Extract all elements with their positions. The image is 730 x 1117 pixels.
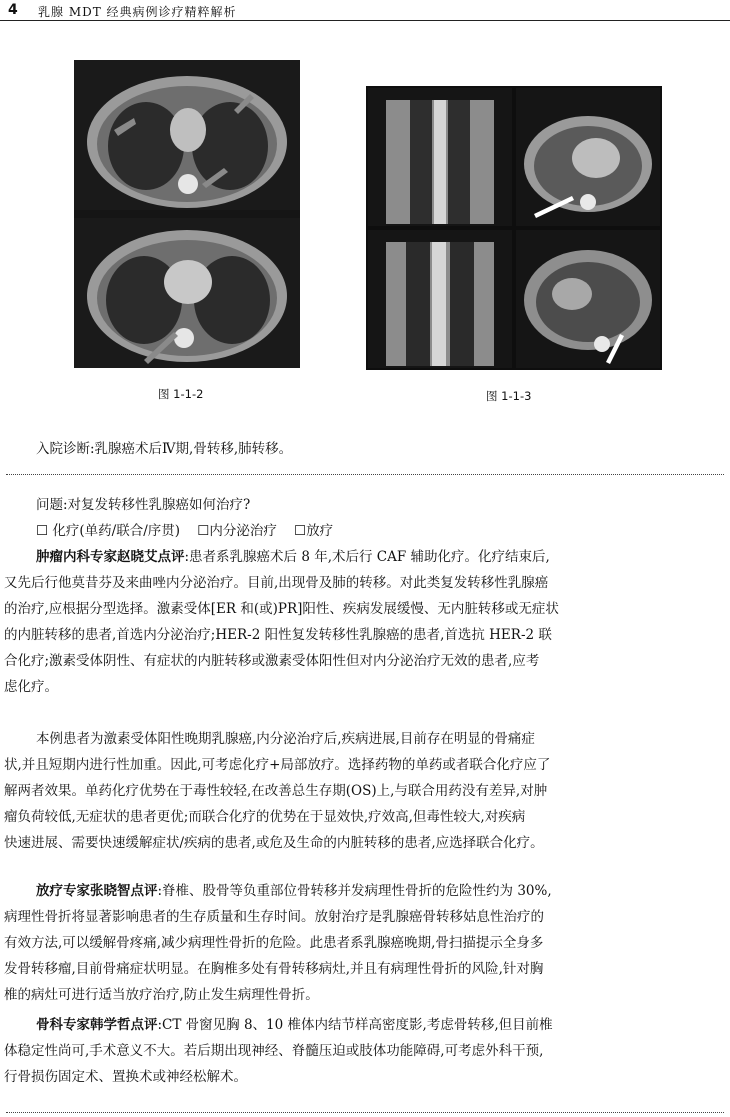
question [0, 492, 730, 544]
comment-orthopedics-label: 骨科专家韩学哲点评 [36, 1017, 158, 1033]
option-chemotherapy: 化疗(单药/联合/序贯) [52, 523, 181, 539]
case-analysis-line: 快速进展、需要快速缓解症状/疾病的患者,或危及生命的内脏转移的患者,应选择联合化疗。 [4, 835, 544, 851]
comment-oncology-line: 合化疗;激素受体阴性、有症状的内脏转移或激素受体阳性但对内分泌治疗无效的患者,应考 [4, 653, 540, 669]
comment-oncology-line: 的内脏转移的患者,首选内分泌治疗;HER-2 阳性复发转移性乳腺癌的患者,首选抗 HER-2 联 [4, 627, 552, 643]
question-label: 问题 [36, 497, 63, 513]
question-text: :对复发转移性乳腺癌如何治疗? [63, 497, 251, 513]
comment-radiotherapy-line: 发骨转移瘤,目前骨痛症状明显。在胸椎多处有骨转移病灶,并且有病理性骨折的风险,针对胸 [4, 961, 544, 977]
figure-1-1-2 [74, 60, 300, 368]
figure-1-1-3-caption: 图 1-1-3 [486, 389, 532, 403]
comment-orthopedics-line: :CT 骨窗见胸 8、10 椎体内结节样高密度影,考虑骨转移,但目前椎 [157, 1017, 553, 1033]
comment-radiotherapy-label: 放疗专家张晓智点评 [36, 883, 158, 899]
case-analysis-line: 本例患者为激素受体阳性晚期乳腺癌,内分泌治疗后,疾病进展,目前存在明显的骨痛症 [36, 731, 535, 747]
comment-radiotherapy-line: 病理性骨折将显著影响患者的生存质量和生存时间。放射治疗是乳腺癌骨转移姑息性治疗的 [4, 909, 544, 925]
comment-oncology-label: 肿瘤内科专家赵晓艾点评 [36, 549, 185, 565]
header-rule [0, 20, 730, 21]
case-analysis-line: 状,并且短期内进行性加重。因此,可考虑化疗+局部放疗。选择药物的单药或者联合化疗应了 [4, 757, 551, 773]
option-radiotherapy: 放疗 [306, 523, 334, 539]
comment-radiotherapy-line: 有效方法,可以缓解骨疼痛,减少病理性骨折的危险。此患者系乳腺癌晚期,骨扫描提示全身多 [4, 935, 544, 951]
checkbox-icon: ☐ [294, 523, 307, 539]
page-number: 4 [8, 2, 18, 18]
comment-oncology-line: 又先后行他莫昔芬及来曲唑内分泌治疗。目前,出现骨及肺的转移。对此类复发转移性乳腺癌 [4, 575, 549, 591]
diagnosis-label: 入院诊断 [36, 441, 90, 457]
ct-images [74, 60, 300, 368]
comment-orthopedics [0, 1012, 730, 1090]
figure-1-1-2-caption: 图 1-1-2 [158, 387, 204, 401]
dotted-divider-bottom [6, 1112, 724, 1113]
case-analysis [0, 726, 730, 856]
comment-radiotherapy-line: :脊椎、股骨等负重部位骨转移并发病理性骨折的危险性约为 30%, [157, 883, 552, 899]
comment-orthopedics-line: 行骨损伤固定术、置换术或神经松解术。 [4, 1069, 247, 1085]
option-endocrine: 内分泌治疗 [209, 523, 277, 539]
case-analysis-line: 瘤负荷较低,无症状的患者更优;而联合化疗的优势在于显效快,疗效高,但毒性较大,对疾病 [4, 809, 526, 825]
checkbox-icon: ☐ [197, 523, 210, 539]
dotted-divider-top [6, 474, 724, 475]
comment-oncology-line: :患者系乳腺癌术后 8 年,术后行 CAF 辅助化疗。化疗结束后, [184, 549, 550, 565]
figure-1-1-3 [366, 86, 662, 370]
question-options [0, 518, 730, 544]
book-title: 乳腺 MDT 经典病例诊疗精粹解析 [38, 5, 237, 19]
page-header [0, 0, 730, 22]
diagnosis-text: :乳腺癌术后Ⅳ期,骨转移,肺转移。 [90, 441, 293, 457]
comment-radiotherapy-line: 椎的病灶可进行适当放疗治疗,防止发生病理性骨折。 [4, 987, 319, 1003]
comment-oncology [0, 544, 730, 700]
checkbox-icon: ☐ [36, 523, 49, 539]
diagnosis [0, 436, 730, 462]
case-analysis-line: 解两者效果。单药化疗优势在于毒性较轻,在改善总生存期(OS)上,与联合用药没有差异,对肿 [4, 783, 548, 799]
ct-panels [366, 86, 662, 370]
comment-oncology-line: 的治疗,应根据分型选择。激素受体[ER 和(或)PR]阳性、疾病发展缓慢、无内脏转移或无症状 [4, 601, 559, 617]
comment-oncology-line: 虑化疗。 [4, 679, 58, 695]
comment-radiotherapy [0, 878, 730, 1008]
comment-orthopedics-line: 体稳定性尚可,手术意义不大。若后期出现神经、脊髓压迫或肢体功能障碍,可考虑外科干预, [4, 1043, 544, 1059]
